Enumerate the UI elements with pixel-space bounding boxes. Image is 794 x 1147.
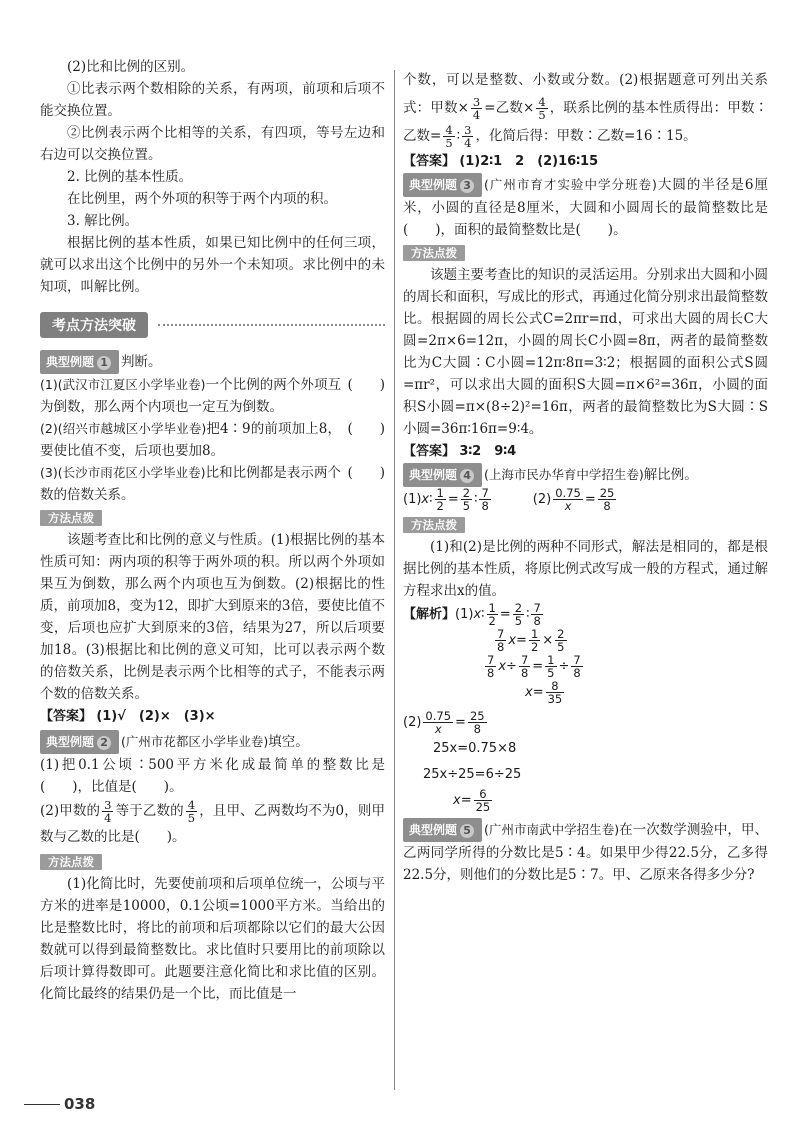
section-banner-label: 考点方法突破 bbox=[40, 312, 148, 338]
answer-line: 【答案】 (1)√ (2)× (3)× bbox=[40, 709, 216, 724]
answer-box: ( ) bbox=[347, 465, 385, 481]
left-column bbox=[40, 56, 385, 1005]
answer-box: ( ) bbox=[347, 377, 385, 393]
method-label: 方法点拨 bbox=[40, 854, 102, 870]
question-text: (2)甲数的 $\frac{3}{4}$ 等于乙数的 $\frac{4}{5}$ ，且甲、乙两数均不为0，则甲数与乙数的比是( )。 bbox=[40, 798, 386, 845]
example-1-title: 判断。 bbox=[121, 354, 162, 370]
example-tag: 典型例题 5 bbox=[403, 818, 482, 842]
answer-line: 【答案】 3∶2 9∶4 bbox=[403, 444, 517, 459]
solution-line: 25x=0.75×8 bbox=[433, 741, 517, 756]
intro-line: (2)比和比例的区别。 bbox=[67, 59, 195, 75]
method-text: (1)化简比时，先要使前项和后项单位统一，公顷与平方米的进率是10000，0.1公顷=1000平方米。当给出的比是整数比时，将比的前项和后项都除以它们的最大公因数就可以得到最简整数比。求比值时只要用比的前项除以后项计算得数即可。此题要注意化简比和求比值的区别。化简比最终的结果仍是一个比，而比值是一 bbox=[40, 876, 385, 1002]
example-3-question: 典型例题 3 (广州市育才实验中学分班卷)大圆的半径是6厘米，小圆的直径是8厘米，大圆和小圆周长的最简整数比是( )，面积的最简整数比是( )。 bbox=[403, 173, 768, 241]
intro-line: 3. 解比例。 bbox=[67, 213, 139, 229]
method-label: 方法点拨 bbox=[40, 510, 102, 526]
method-text: (1)和(2)是比例的两种不同形式，解法是相同的，都是根据比例的基本性质，将原比例式改写成一般的方程式，通过解方程求出x的值。 bbox=[403, 539, 768, 599]
example-tag: 典型例题 3 bbox=[403, 173, 482, 197]
question-item: (1)(武汉市江夏区小学毕业卷)一个比例的两个外项互为倒数，那么两个内项也一定互为倒数。 ( ) bbox=[40, 374, 385, 418]
answer-line: 【答案】 (1)2∶1 2 (2)16∶15 bbox=[403, 154, 599, 169]
example-2-heading: 典型例题 2 (广州市花都区小学毕业卷)填空。 bbox=[40, 730, 385, 754]
question-item: (3)(长沙市雨花区小学毕业卷)比和比例都是表示两个数的倍数关系。 ( ) bbox=[40, 462, 385, 506]
method-label: 方法点拨 bbox=[403, 245, 465, 261]
solution-line: 25x÷25=6÷25 bbox=[423, 767, 522, 782]
example-1-heading bbox=[40, 350, 385, 374]
intro-line: ①比表示两个数相除的关系，有两项，前项和后项不能交换位置。 bbox=[40, 81, 385, 119]
example-tag: 典型例题 1 bbox=[40, 350, 119, 374]
method-text: 该题考查比和比例的意义与性质。(1)根据比例的基本性质可知：两内项的积等于两外项的积。所以两个外项如果互为倒数，那么两个内项也互为倒数。(2)根据比的性质，前项加8，变为12，即扩大到原来的3倍，要使比值不变，后项也应扩大到原来的3倍，结果为27，所以后项要加18。(3)根据比和比例的意义可知，比可以表示两个数的倍数关系，比例是表示两个比相等的式子，不能表示两个数的倍数关系。 bbox=[40, 532, 385, 702]
continued-text: 个数，可以是整数、小数或分数。(2)根据题意可列出关系式：甲数× $\frac{3}{4}$ =乙数× $\frac{4}{5}$ ，联系比例的基本性质得出：甲数∶乙数= $\frac{4}{5}$ ∶ $\frac{3}{4}$ ，化简后得：甲数∶乙数=16∶15。 bbox=[403, 72, 769, 150]
method-label: 方法点拨 bbox=[403, 517, 465, 533]
question-text: (1)把0.1公顷∶500平方米化成最简单的整数比是( )，比值是( )。 bbox=[40, 757, 385, 795]
example-tag: 典型例题 2 bbox=[40, 730, 119, 754]
example-5-question: 典型例题 5 (广州市南武中学招生卷)在一次数学测验中，甲、乙两同学所得的分数比是5∶4。如果甲少得22.5分，乙多得22.5分，则他们的分数比是5∶7。甲、乙原来各得多少分? bbox=[403, 818, 768, 886]
method-text: 该题主要考查比的知识的灵活运用。分别求出大圆和小圆的周长和面积，写成比的形式，再通过化简分别求出最简整数比。根据圆的周长公式C=2πr=πd，可求出大圆的周长C大圆=2π×6=12π，小圆的周长C小圆=8π，两者的最简整数比为C大圆∶C小圆=12π∶8π=3∶2；根据圆的面积公式S圆=πr²，可以求出大圆的面积S大圆=π×6²=36π，小圆的面积S小圆=π×(8÷2)²=16π，两者的最简整数比为S大圆∶S小圆=36π∶16π=9∶4。 bbox=[403, 267, 768, 437]
page-number: 038 bbox=[24, 1095, 95, 1113]
solution-block: 【解析】(1)x∶ $\frac{1}{2}$ = $\frac{2}{5}$ ∶ $\frac{7}{8}$ $\frac{7}{8}$ x= $\frac{1}{2}$ × $\frac{2}{5}$ $\frac{7}{8}$ x÷ $\frac{7}{8}$ = $\frac{1}{5}$ ÷ $\frac{7}{8}$ x= $\frac{8}{35}$ (2) $\frac{0.75}{x}$ = $\frac{25}{8}$ 25x=0.75×8 25x÷25=6÷25 x= $\frac{6}{25}$ bbox=[403, 602, 768, 814]
intro-line: 在比例里，两个外项的积等于两个内项的积。 bbox=[67, 191, 337, 207]
right-column bbox=[403, 66, 768, 886]
question-item: (2)(绍兴市越城区小学毕业卷)把4∶9的前项加上8，要使比值不变，后项也要加8。 ( ) bbox=[40, 418, 385, 462]
intro-line: 2. 比例的基本性质。 bbox=[67, 169, 193, 185]
equation-2: (2) $\frac{0.75}{x}$ = $\frac{25}{8}$ bbox=[532, 486, 615, 513]
example-tag: 典型例题 4 bbox=[403, 463, 482, 487]
section-banner bbox=[40, 312, 385, 338]
intro-line: 根据比例的基本性质，如果已知比例中的任何三项，就可以求出这个比例中的另外一个未知项。求比例中的未知项，叫解比例。 bbox=[40, 235, 385, 295]
answer-box: ( ) bbox=[347, 421, 385, 437]
equation-1: (1)x∶ $\frac{1}{2}$ = $\frac{2}{5}$ ∶ $\frac{7}{8}$ bbox=[403, 486, 489, 513]
equations-row bbox=[403, 487, 768, 513]
example-4-heading: 典型例题 4 (上海市民办华育中学招生卷)解比例。 bbox=[403, 463, 768, 487]
banner-dotted-line bbox=[158, 324, 385, 326]
intro-line: ②比例表示两个比相等的关系，有四项，等号左边和右边可以交换位置。 bbox=[40, 125, 385, 163]
column-divider bbox=[394, 70, 395, 1090]
